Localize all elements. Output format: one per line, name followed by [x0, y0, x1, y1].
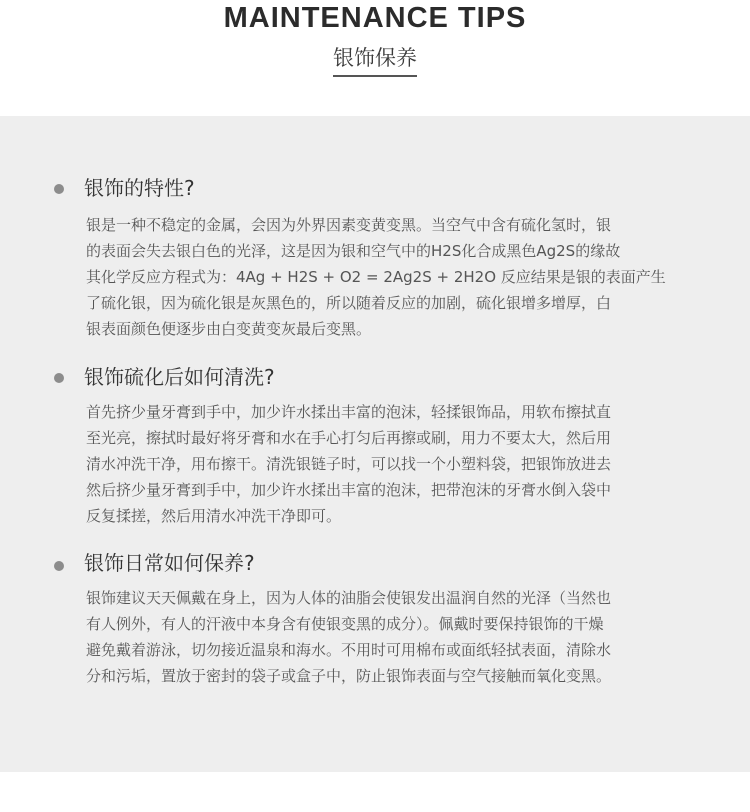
body-line: 清水冲洗干净，用布擦干。清洗银链子时，可以找一个小塑料袋，把银饰放进去 — [86, 455, 612, 473]
body-line: 银表面颜色便逐步由白变黄变灰最后变黑。 — [86, 320, 372, 338]
body-line: 银饰建议天天佩戴在身上，因为人体的油脂会使银发出温润自然的光泽（当然也 — [86, 589, 612, 607]
body-line: 反复揉搓，然后用清水冲洗干净即可。 — [86, 507, 342, 525]
body-line: 然后挤少量牙膏到手中，加少许水揉出丰富的泡沫，把带泡沫的牙膏水倒入袋中 — [86, 481, 612, 499]
section-heading: 银饰的特性? — [84, 176, 195, 200]
body-line: 避免戴着游泳，切勿接近温泉和海水。不用时可用棉布或面纸轻拭表面，清除水 — [86, 641, 612, 659]
body-line: 银是一种不稳定的金属，会因为外界因素变黄变黑。当空气中含有硫化氢时，银 — [86, 216, 612, 234]
body-line: 首先挤少量牙膏到手中，加少许水揉出丰富的泡沫，轻揉银饰品，用软布擦拭直 — [86, 403, 612, 421]
bullet-icon — [54, 373, 64, 383]
body-line: 至光亮，擦拭时最好将牙膏和水在手心打匀后再擦或刷，用力不要太大，然后用 — [86, 429, 612, 447]
bullet-icon — [54, 184, 64, 194]
body-line: 分和污垢，置放于密封的袋子或盒子中，防止银饰表面与空气接触而氧化变黑。 — [86, 667, 612, 685]
section-heading: 银饰硫化后如何清洗? — [84, 365, 275, 389]
body-line: 其化学反应方程式为：4Ag + H2S + O2 = 2Ag2S + 2H2O 反应结果是银的表面产生 — [86, 268, 666, 286]
page-subtitle: 银饰保养 — [333, 44, 417, 77]
body-line: 的表面会失去银白色的光泽，这是因为银和空气中的H2S化合成黑色Ag2S的缘故 — [86, 242, 621, 260]
bullet-icon — [54, 561, 64, 571]
body-line: 有人例外，有人的汗液中本身含有使银变黑的成分）。佩戴时要保持银饰的干燥 — [86, 615, 604, 633]
header — [0, 0, 750, 116]
section-body — [86, 399, 686, 529]
page-title: MAINTENANCE TIPS — [223, 2, 527, 34]
tips-panel — [0, 116, 750, 772]
section-heading: 银饰日常如何保养? — [84, 551, 255, 575]
section-body — [86, 585, 686, 689]
section-body — [86, 212, 686, 342]
body-line: 了硫化银，因为硫化银是灰黑色的，所以随着反应的加剧，硫化银增多增厚，白 — [86, 294, 612, 312]
subtitle-wrapper — [0, 44, 750, 77]
